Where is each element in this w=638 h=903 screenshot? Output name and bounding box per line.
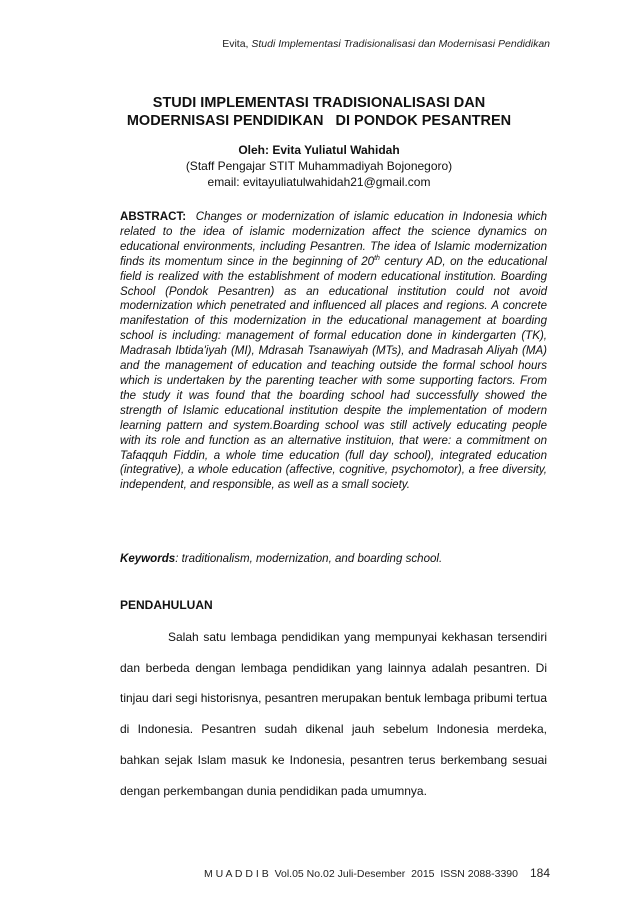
section-body xyxy=(120,622,547,806)
paper-title xyxy=(60,94,578,130)
author-name: Oleh: Evita Yuliatul Wahidah xyxy=(238,143,400,157)
abstract xyxy=(120,210,547,493)
title-line-1: STUDI IMPLEMENTASI TRADISIONALISASI DAN xyxy=(152,95,486,111)
footer-journal-info: M U A D D I B Vol.05 No.02 Juli-Desember 2015 ISSN 2088-3390 xyxy=(203,868,518,880)
header-running-title: Studi Implementasi Tradisionalisasi dan Modernisasi Pendidikan xyxy=(251,38,550,50)
abstract-label: ABSTRACT: xyxy=(120,211,187,223)
header-author: Evita, xyxy=(222,38,249,50)
keywords xyxy=(120,552,547,567)
page-number: 184 xyxy=(529,866,550,880)
keywords-text: : traditionalism, modernization, and boarding school. xyxy=(175,553,443,565)
section-heading: PENDAHULUAN xyxy=(120,598,213,612)
author-affiliation: (Staff Pengajar STIT Muhammadiyah Bojonegoro) xyxy=(185,159,453,173)
body-paragraph: Salah satu lembaga pendidikan yang mempunyai kekhasan tersendiri dan berbeda dengan lembaga pendidikan yang lainnya adalah pesantren. Di tinjau dari segi historisnya, pesantren merupakan bentuk lembaga pribumi tertua di Indonesia. Pesantren sudah dikenal jauh sebelum Indonesia merdeka, bahkan sejak Islam masuk ke Indonesia, pesantren terus berkembang sesuai dengan perkembangan dunia pendidikan pada umumnya. xyxy=(120,630,547,798)
abstract-superscript: th xyxy=(374,254,380,262)
keywords-label: Keywords xyxy=(120,553,176,565)
abstract-text-1: Changes or modernization of islamic education in Indonesia which related to the idea of islamic modernization affect the science dynamics on educational environments, including Pesantren. The idea of Islamic modernization finds its momentum since in the beginning of 20 xyxy=(120,211,547,268)
author-block xyxy=(60,142,578,190)
abstract-text-2: century AD, on the educational field is realized with the establishment of modern educational institution. Boarding School (Pondok Pesantren) as an educational institution could not avoid modernization which penetrated and influenced all places and regions. A concrete manifestation of this modernization in the educational management at boarding school is including: management of formal education done in kindergarten (TK), Madrasah Ibtida'iyah (MI), Mdrasah Tsanawiyah (MTs), and Madrasah Aliyah (MA) and the management of education and teaching outside the formal school hours which is undertaken by the parenting teacher with some supporting factors. From the study it was found that the boarding school had successfully showed the strength of Islamic educational institution despite the implementation of modern learning pattern and system.Boarding school was still actively educating people with its role and function as an alternative instituion, that were: a commitment on Tafaqquh Fiddin, a whole time education (full day school), integrated education (integrative), a whole education (affective, cognitive, psychomotor), a free diversity, independent, and responsible, as well as a small society. xyxy=(120,255,548,492)
author-email: email: evitayuliatulwahidah21@gmail.com xyxy=(207,175,431,189)
title-line-2: MODERNISASI PENDIDIKAN DI PONDOK PESANTREN xyxy=(126,113,512,129)
running-header xyxy=(120,38,550,50)
page-footer xyxy=(120,866,550,880)
